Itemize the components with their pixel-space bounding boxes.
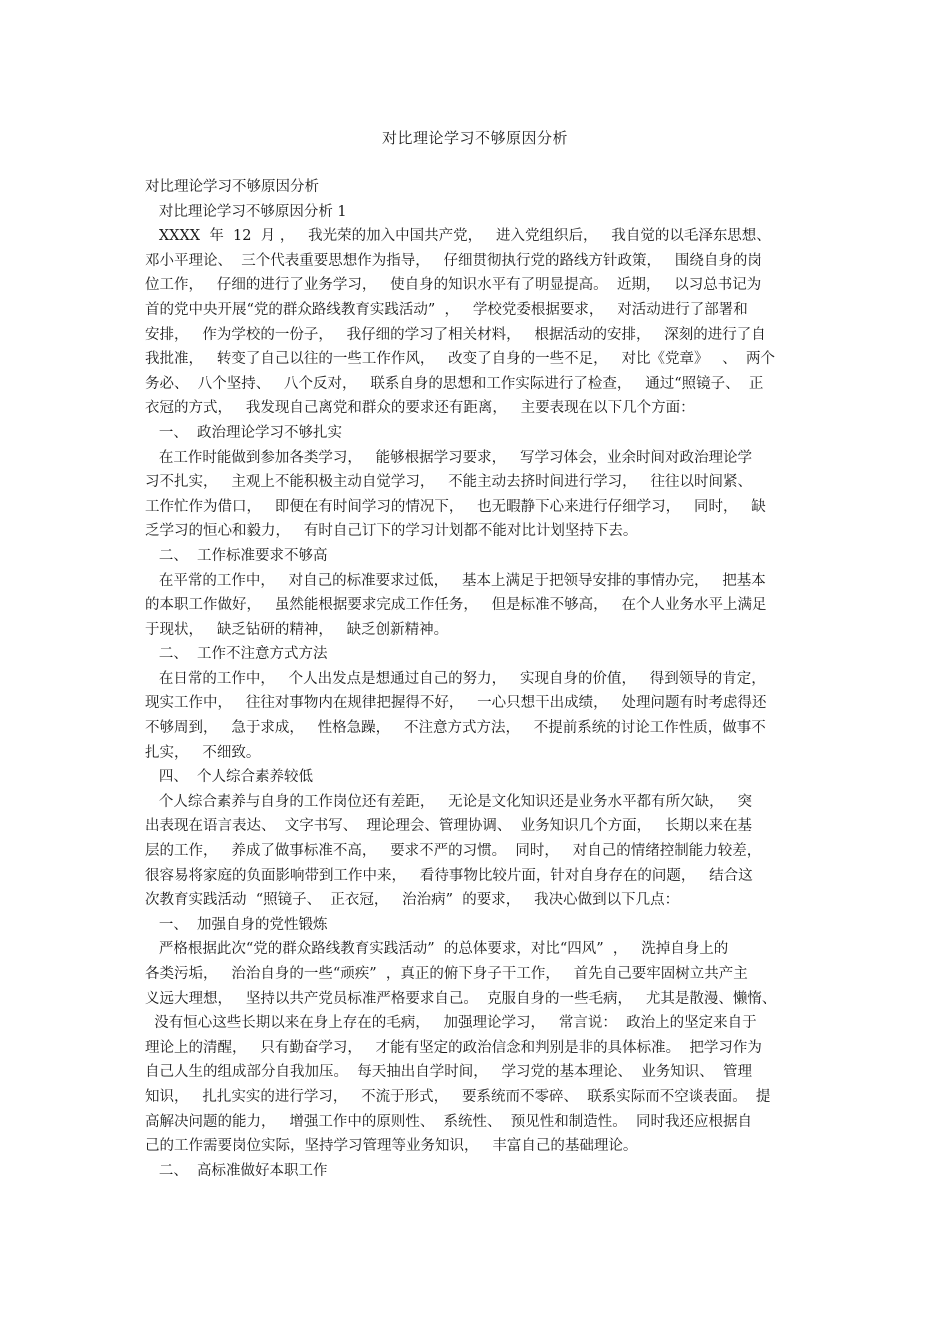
text-line: 现实工作中， 往往对事物内在规律把握得不好， 一心只想干出成绩， 处理问题有时考虑得还 (145, 695, 767, 712)
text-line: 在日常的工作中， 个人出发点是想通过自己的努力， 实现自身的价值， 得到领导的肯定， (145, 670, 766, 687)
document-title: 对比理论学习不够原因分析 (381, 129, 568, 147)
text-line: 很容易将家庭的负面影响带到工作中来， 看待事物比较片面，针对自身存在的问题， 结合这 (145, 867, 753, 884)
text-line: 出表现在语言表达、 文字书写、 理论理会、管理协调、 业务知识几个方面， 长期以来在基 (145, 818, 752, 835)
text-line: 扎实， 不细致。 (145, 744, 261, 761)
text-line: 于现状， 缺乏钻研的精神， 缺乏创新精神。 (145, 621, 449, 638)
text-line: 己的工作需要岗位实际，坚持学习管理等业务知识， 丰富自己的基础理论。 (145, 1138, 638, 1155)
text-line: 理论上的清醒， 只有勤奋学习， 才能有坚定的政治信念和判别是非的具体标准。 把学习作为 (145, 1039, 762, 1056)
text-line: 首的党中央开展“党的群众路线教育实践活动” ， 学校党委根据要求， 对活动进行了部署和 (145, 301, 748, 318)
text-line: 知识， 扎扎实实的进行学习， 不流于形式， 要系统而不零碎、 联系实际而不空谈表面。 提 (145, 1088, 771, 1105)
text-line: 各类污垢， 治治自身的一些“顽疾” ，真正的俯下身子干工作， 首先自己要牢固树立共产主 (145, 966, 748, 982)
text-line: XXXX 年 12 月 ， 我光荣的加入中国共产党， 进入党组织后， 我自觉的以毛泽东思想、 (145, 228, 771, 245)
text-line: 在工作时能做到参加各类学习， 能够根据学习要求， 写学习体会，业余时间对政治理论学 (145, 449, 752, 466)
text-line: 对比理论学习不够原因分析 1 (145, 203, 347, 220)
text-line: 习不扎实， 主观上不能积极主动自觉学习， 不能主动去挤时间进行学习， 往往以时间紧、 (145, 474, 752, 491)
document-body (145, 175, 807, 1183)
text-line: 四、 个人综合素养较低 (145, 769, 314, 786)
text-line: 二、 高标准做好本职工作 (145, 1162, 328, 1179)
text-line: 严格根据此次“党的群众路线教育实践活动” 的总体要求，对比“四风” ， 洗掉自身上的 (145, 941, 729, 958)
text-line: 没有恒心这些长期以来在身上存在的毛病， 加强理论学习， 常言说： 政治上的坚定来自于 (145, 1015, 757, 1032)
text-line: 位工作， 仔细的进行了业务学习， 使自身的知识水平有了明显提高。 近期， 以习总书记为 (145, 277, 762, 294)
text-line: 自己人生的组成部分自我加压。 每天抽出自学时间， 学习党的基本理论、 业务知识、 管理 (145, 1064, 752, 1081)
text-line: 个人综合素养与自身的工作岗位还有差距， 无论是文化知识还是业务水平都有所欠缺， 突 (145, 793, 752, 810)
text-line: 一、 加强自身的党性锻炼 (145, 916, 328, 933)
text-line: 一、 政治理论学习不够扎实 (145, 424, 343, 441)
text-line: 衣冠的方式， 我发现自己离党和群众的要求还有距离， 主要表现在以下几个方面： (145, 400, 695, 417)
text-line: 二、 工作标准要求不够高 (145, 547, 328, 564)
text-line: 次教育实践活动 “照镜子、 正衣冠， 治治病” 的要求， 我决心做到以下几点： (145, 892, 680, 909)
text-line: 务必、 八个坚持、 八个反对， 联系自身的思想和工作实际进行了检查， 通过“照镜子、 正 (145, 375, 764, 392)
text-line: 工作忙作为借口， 即便在有时间学习的情况下， 也无暇静下心来进行仔细学习， 同时， 缺 (145, 498, 766, 515)
text-line: 高解决问题的能力， 增强工作中的原则性、 系统性、 预见性和制造性。 同时我还应根据自 (145, 1113, 752, 1130)
text-line: 义远大理想， 坚持以共产党员标准严格要求自己。 克服自身的一些毛病， 尤其是散漫、懒惰、 (145, 990, 777, 1007)
text-line: 对比理论学习不够原因分析 (145, 179, 319, 195)
text-line: 在平常的工作中， 对自己的标准要求过低， 基本上满足于把领导安排的事情办完， 把基本 (145, 572, 766, 589)
text-line: 安排， 作为学校的一份子， 我仔细的学习了相关材料， 根据活动的安排， 深刻的进行了自 (145, 326, 766, 343)
text-line: 我批准， 转变了自己以往的一些工作作风， 改变了自身的一些不足， 对比《党章》 、 两个 (145, 351, 776, 368)
text-line: 乏学习的恒心和毅力， 有时自己订下的学习计划都不能对比计划坚持下去。 (145, 523, 638, 540)
text-line: 不够周到， 急于求成， 性格急躁， 不注意方式方法， 不提前系统的讨论工作性质，做事不 (145, 720, 766, 737)
text-line: 层的工作， 养成了做事标准不高， 要求不严的习惯。 同时， 对自己的情绪控制能力较差， (145, 843, 762, 860)
text-line: 二、 工作不注意方式方法 (145, 646, 328, 663)
text-line: 的本职工作做好， 虽然能根据要求完成工作任务， 但是标准不够高， 在个人业务水平上满足 (145, 597, 767, 614)
text-line: 邓小平理论、 三个代表重要思想作为指导， 仔细贯彻执行党的路线方针政策， 围绕自身的岗 (145, 252, 762, 269)
